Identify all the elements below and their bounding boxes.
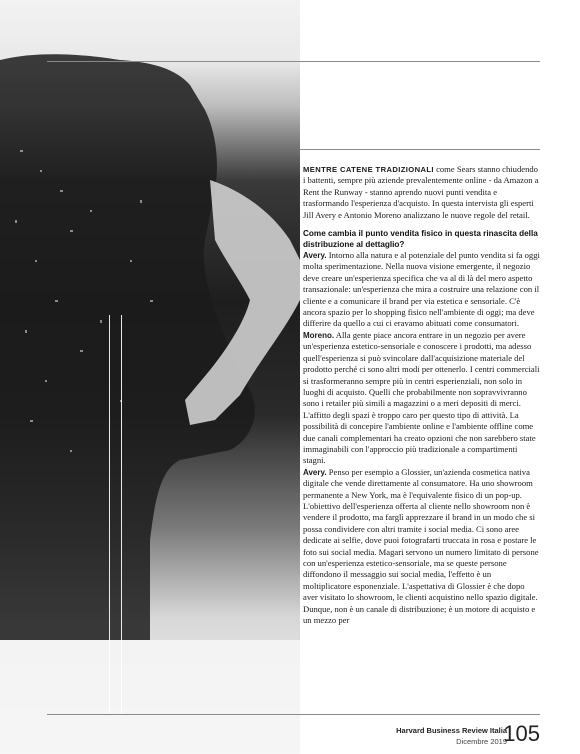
answer-text: Intorno alla natura e al potenziale del punto vendita si fa oggi molta sperimentazione. Nella nuova visione emergente, il negozio deve creare un'esperienza specifica che va al di là del mero aspetto transazionale: un'esperienza che mira a costruire una relazione con il cliente e a comunicare il brand per via estetica e sensoriale. C'è ancora spazio per lo shopping fisico nell'ambiente di oggi; ma deve differire da quello a cui ci eravamo abituati come consumatori. (303, 250, 540, 329)
answer-text: Alla gente piace ancora entrare in un negozio per avere un'esperienza estetico-sensoriale e conoscere i prodotti, ma adesso quell'esperienza si può svincolare dall'acquisizione materiale del prodotto perché ci sono altri modi per ottenerlo. I centri commerciali si trasformeranno sempre più in centri esperienziali, non solo in luoghi di acquisto. Quelli che probabilmente non sopravvivranno sono i retailer più simili a magazzini o a meri depositi di merci. L'affitto degli spazi è troppo caro per questo tipo di attività. La possibilità di concepire l'ambiente online e l'ambiente offline come due canali complementari ha creato opzioni che non sarebbero state immaginabili con l'approccio più tradizionale a compartimenti stagni. (303, 329, 540, 466)
bottom-rule (47, 714, 540, 715)
speaker-name: Avery. (303, 251, 327, 261)
top-rule (47, 61, 540, 62)
image-vertical-line-right (121, 315, 122, 715)
publication-name: Harvard Business Review Italia (396, 726, 507, 735)
speaker-name: Moreno. (303, 330, 335, 340)
answer-text: Penso per esempio a Glossier, un'azienda cosmetica nativa digitale che vende direttamente al consumatore. Ha uno showroom permanente a New York, ma è l'equivalente fisico di un pop-up. L'obiettivo dell'esperienza offerta al cliente nello showroom non è vendere il prodotto, ma farglì apprezzare il brand in un modo che si possa condividere con altri tramite i social media. Ci sono aree dedicate ai selfie, dove puoi fotografarti truccata in rosa e postare le foto sui social media. Magari servono un numero limitato di persone con un'esperienza estetico-sensoriale, ma se queste persone diffondono il messaggio sui social media, l'effetto è un moltiplicatore esponenziale. L'aspettativa di Glossier è che dopo aver visitato lo showroom, le clienti acquistino nello spazio digitale. Dunque, non è un canale di distribuzione; è un motore di acquisto e un mezzo per (303, 466, 539, 626)
answer-paragraph (303, 467, 541, 627)
speaker-name: Avery. (303, 467, 327, 477)
answer-paragraph (303, 250, 541, 330)
lead-label: MENTRE CATENE TRADIZIONALI (303, 165, 434, 174)
image-vertical-line-left (109, 315, 110, 715)
answer-paragraph (303, 330, 541, 467)
lead-text: come Sears stanno chiudendo i battenti, sempre più aziende prevalentemente online - da Amazon a Rent the Runway - stanno aprendo nuovi punti vendita e trasformando l'esperienza d'acquisto. In questa intervista gli esperti Jill Avery e Antonio Moreno analizzano le nuove regole del retail. (303, 164, 539, 220)
page-number: 105 (503, 721, 540, 746)
column-top-rule (300, 149, 540, 150)
interview-question: Come cambia il punto vendita fisico in questa rinascita della distribuzione al dettaglio? (303, 229, 538, 250)
issue-date: Dicembre 2019 (456, 737, 507, 746)
article-column (303, 164, 541, 626)
lead-paragraph (303, 164, 541, 221)
